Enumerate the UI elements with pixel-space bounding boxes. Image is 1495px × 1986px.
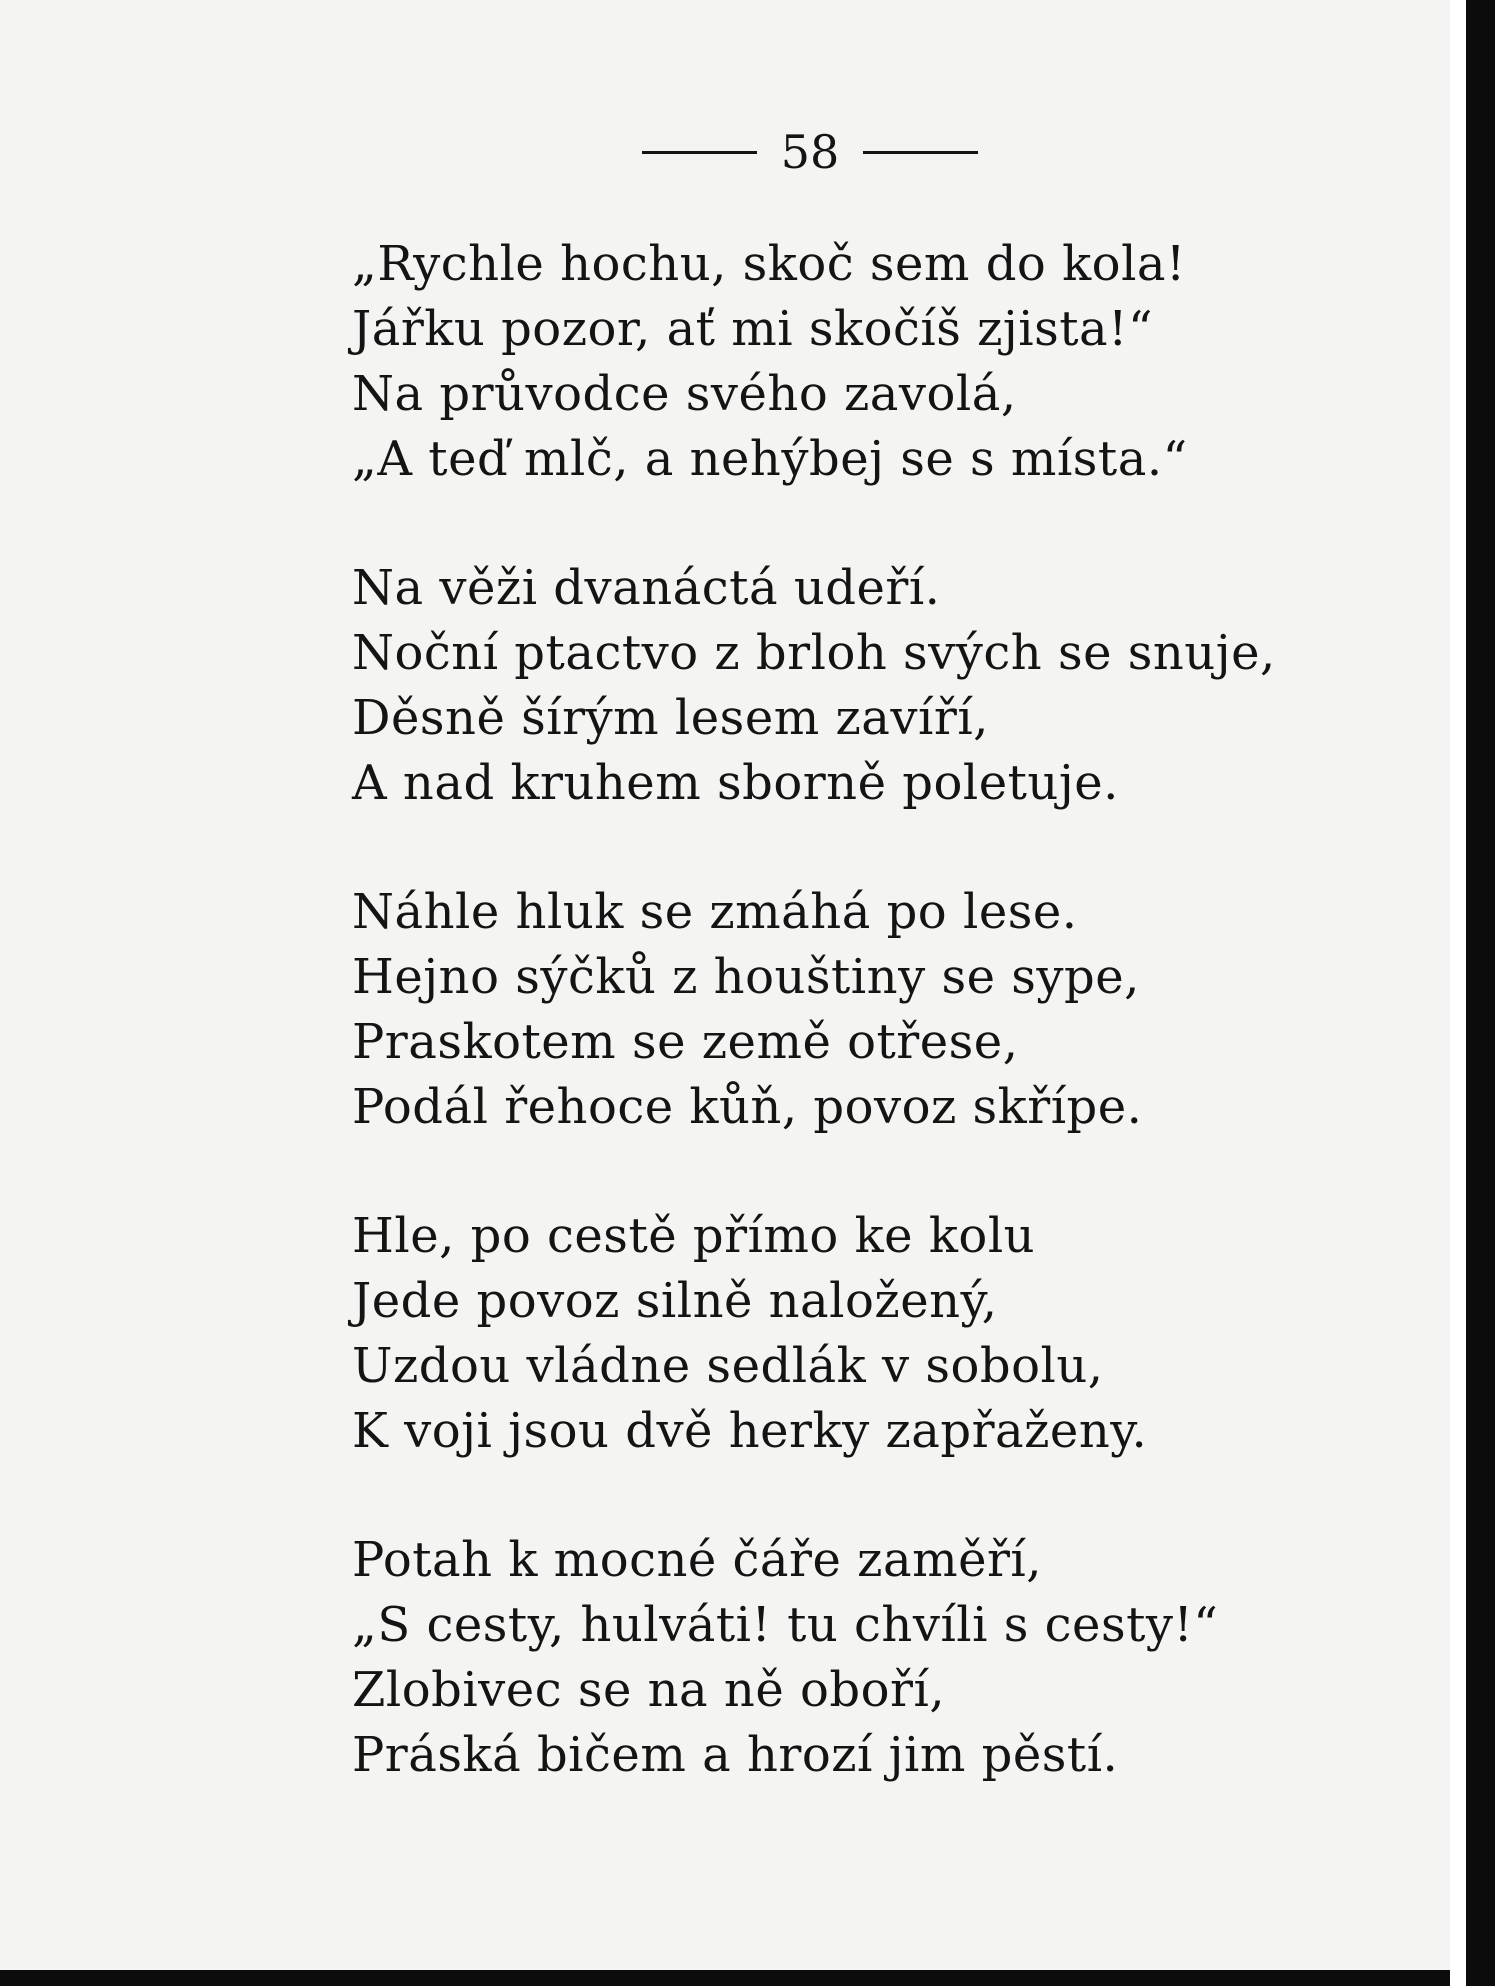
poem-line: „A teď mlč, a nehýbej se s místa.“ (352, 431, 1188, 487)
page-spine-gap (1450, 0, 1466, 1986)
poem-line: Na průvodce svého zavolá, (352, 366, 1017, 422)
page-number: 58 (780, 125, 840, 179)
poem-line: Podál řehoce kůň, povoz skřípe. (352, 1079, 1143, 1135)
stanza-2 (352, 556, 1412, 816)
stanza-4 (352, 1204, 1412, 1464)
poem-line: Hejno sýčků z houštiny se sype, (352, 949, 1140, 1005)
header-rule-right (863, 151, 978, 154)
poem-line: Na věži dvanáctá udeří. (352, 560, 941, 616)
poem-line: Práská bičem a hrozí jim pěstí. (352, 1727, 1119, 1783)
stanza-1 (352, 232, 1412, 492)
poem-line: Děsně šírým lesem zavíří, (352, 690, 989, 746)
poem-line: Jářku pozor, ať mi skočíš zjista!“ (352, 301, 1153, 357)
poem-line: Jede povoz silně naložený, (352, 1273, 998, 1329)
poem-line: K voji jsou dvě herky zapřaženy. (352, 1403, 1148, 1459)
poem-line: Uzdou vládne sedlák v sobolu, (352, 1338, 1104, 1394)
page-header (620, 122, 1000, 182)
page-bottom-edge (0, 1970, 1450, 1986)
poem-line: „Rychle hochu, skoč sem do kola! (352, 236, 1186, 292)
poem-line: Zlobivec se na ně oboří, (352, 1662, 946, 1718)
stanza-5 (352, 1528, 1412, 1788)
poem-line: Potah k mocné čáře zaměří, (352, 1532, 1043, 1588)
poem-line: A nad kruhem sborně poletuje. (352, 755, 1119, 811)
poem-line: Hle, po cestě přímo ke kolu (352, 1208, 1036, 1264)
poem-line: Náhle hluk se zmáhá po lese. (352, 884, 1078, 940)
poem-line: Praskotem se země otřese, (352, 1014, 1019, 1070)
poem (352, 232, 1412, 1788)
book-edge (1466, 0, 1495, 1986)
header-rule-left (642, 151, 757, 154)
stanza-3 (352, 880, 1412, 1140)
poem-line: Noční ptactvo z brloh svých se snuje, (352, 625, 1276, 681)
poem-line: „S cesty, hulváti! tu chvíli s cesty!“ (352, 1597, 1219, 1653)
